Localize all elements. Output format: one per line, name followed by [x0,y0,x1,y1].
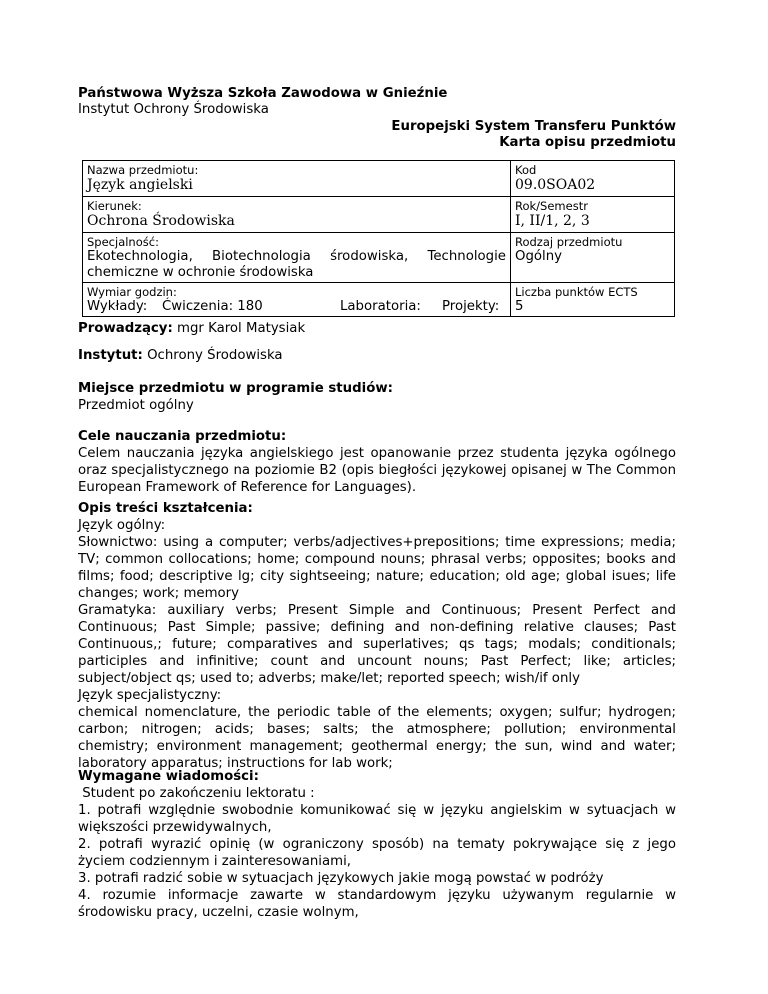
specialty-cell [83,233,511,283]
requirements-intro: Student po zakończeniu lektoratu : [78,786,315,801]
type-cell [511,233,675,283]
institute-row [78,347,676,364]
direction-value: Ochrona Środowiska [87,213,235,229]
requirement-item-3: 3. potrafi radzić sobie w sytuacjach językowych jakie mogą powstać w podróży [78,871,604,886]
code-value: 09.0SOA02 [515,177,596,193]
lecturer-row [78,320,676,337]
goals-heading: Cele nauczania przedmiotu: [78,429,287,444]
hours-exercises: Ćwiczenia: 180 [162,299,263,314]
hours-cell [83,283,511,317]
content-section [78,500,676,772]
hours-values [87,299,506,315]
school-name: Państwowa Wyższa Szkoła Zawodowa w Gnieźnie [78,86,448,101]
program-place-text: Przedmiot ogólny [78,398,194,413]
course-info-table [82,160,675,317]
lecturer-label: Prowadzący: [78,321,173,336]
year-cell [511,197,675,233]
direction-label: Kierunek: [87,199,142,213]
specialty-line-1: Ekotechnologia, Biotechnologia środowiska, Technologie [87,249,506,264]
ects-label: Liczba punktów ECTS [515,285,638,299]
type-value: Ogólny [515,249,563,264]
hours-labs: Laboratoria: [340,299,421,314]
requirement-item-4: 4. rozumie informacje zawarte w standardowym języku używanym regularnie w środowisku pracy, uczelni, czasie wolnym, [78,888,676,920]
type-label: Rodzaj przedmiotu [515,235,623,249]
general-language-label: Język ogólny: [78,518,166,533]
requirements-heading: Wymagane wiadomości: [78,769,259,784]
hours-lectures: Wykłady: [87,299,148,314]
year-label: Rok/Semestr [515,199,588,213]
goals-text: Celem nauczania języka angielskiego jest opanowanie przez studenta języka ogólnego oraz specjalistycznego na poziomie B2 (opis biegłości językowej opisanej w The Common European Framework of Reference for Languages). [78,446,676,495]
institute-name: Instytut Ochrony Środowiska [78,102,269,117]
ects-cell [511,283,675,317]
direction-cell [83,197,511,233]
content-heading: Opis treści kształcenia: [78,501,253,516]
requirement-item-1: 1. potrafi względnie swobodnie komunikować się w języku angielskim w sytuacjach w większości przewidywalnych, [78,803,676,835]
specialty-line-2: chemiczne w ochronie środowiska [87,265,314,280]
system-title: Europejski System Transferu Punktów [391,119,676,134]
vocabulary-text: Słownictwo: using a computer; verbs/adjectives+prepositions; time expressions; media; TV; common collocations; home; compound nouns; phrasal verbs; opposites; books and films; food; descriptive lg; city sightseeing; nature; education; old age; global isues; life changes; work; memory [78,535,676,601]
program-place-heading: Miejsce przedmiotu w programie studiów: [78,381,393,396]
hours-projects: Projekty: [442,299,500,314]
requirement-item-2: 2. potrafi wyrazić opinię (w ograniczony sposób) na tematy pokrywające się z jego życiem codziennym i zainteresowaniami, [78,837,676,869]
year-value: I, II/1, 2, 3 [515,213,590,229]
card-title: Karta opisu przedmiotu [499,135,676,150]
code-label: Kod [515,163,537,177]
program-place-section [78,380,676,414]
goals-section [78,428,676,496]
course-name-value: Język angielski [87,177,193,193]
institute-label: Instytut: [78,348,143,363]
special-language-label: Język specjalistyczny: [78,688,222,703]
special-language-text: chemical nomenclature, the periodic table of the elements; oxygen; sulfur; hydrogen; carbon; nitrogen; acids; bases; salts; the atmosphere; pollution; environmental chemistry; environment management; geothermal energy; the sun, wind and water; laboratory apparatus; instructions for lab work; [78,705,676,771]
ects-value: 5 [515,299,524,314]
specialty-label: Specjalność: [87,235,159,249]
code-cell [511,161,675,197]
requirements-section [78,768,676,921]
grammar-text: Gramatyka: auxiliary verbs; Present Simple and Continuous; Present Perfect and Continuous; Past Simple; passive; defining and non-defining relative clauses; Past Continuous,; future; comparatives and superlatives; qs tags; modals; conditionals; participles and infinitive; count and uncount nouns; Past Perfect; like; articles; subject/object qs; used to; adverbs; make/let; reported speech; wish/if only [78,603,676,686]
institute-value: Ochrony Środowiska [147,348,283,363]
course-name-cell [83,161,511,197]
hours-label: Wymiar godzin: [87,285,177,299]
course-name-label: Nazwa przedmiotu: [87,163,199,177]
lecturer-value: mgr Karol Matysiak [177,321,306,336]
